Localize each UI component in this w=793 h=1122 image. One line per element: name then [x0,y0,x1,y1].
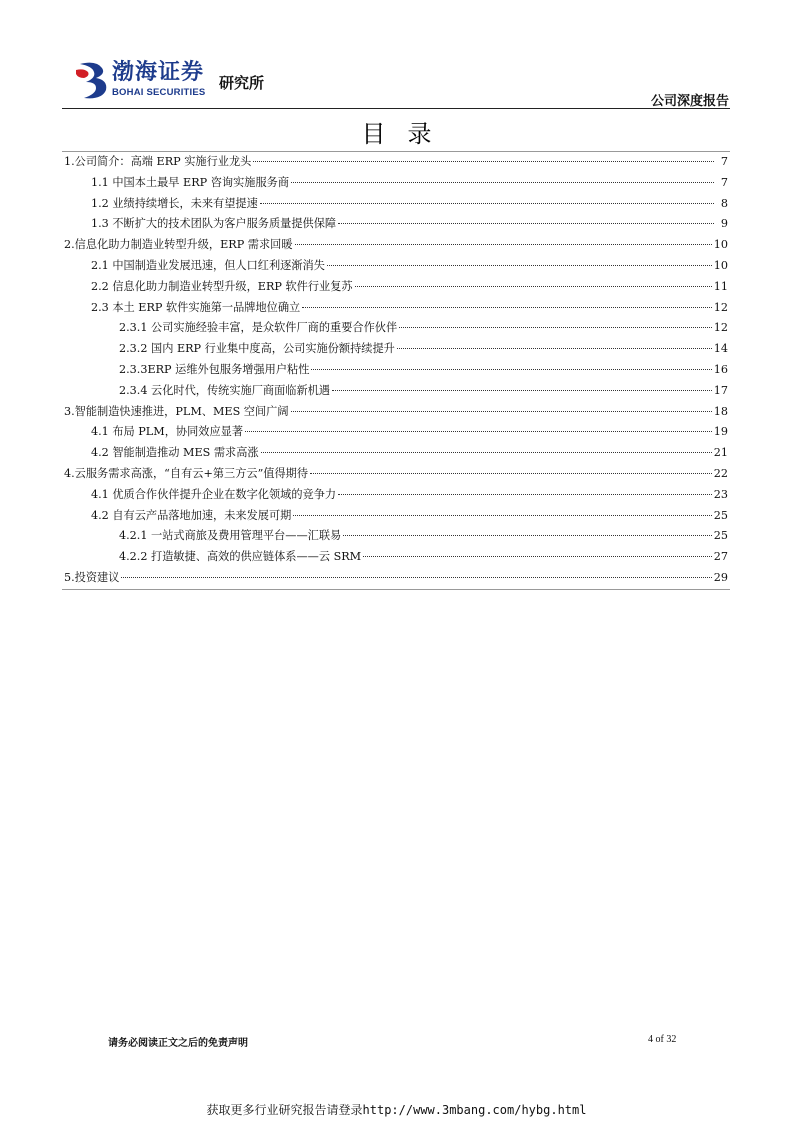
toc-entry-title: 2.信息化助力制造业转型升级，ERP 需求回暖 [64,238,293,252]
toc-entry[interactable] [62,214,730,235]
toc-entry-page: 17 [713,383,728,397]
toc-entry-page: 23 [713,487,728,501]
toc-entry-title: 1.2 业绩持续增长，未来有望提速 [91,196,258,210]
toc-dot-leader [260,203,714,204]
toc-entry-page: 11 [713,279,728,293]
toc-entry[interactable] [62,402,730,423]
toc-entry-page: 7 [720,155,728,168]
toc-entry-page: 25 [713,508,728,522]
bohai-logo-icon [74,60,110,100]
toc-entry-page: 22 [713,466,728,480]
toc-entry-title: 4.1 布局 PLM，协同效应显著 [91,425,244,439]
toc-entry-page: 10 [713,258,728,272]
toc-entry[interactable] [62,235,730,256]
toc-entry[interactable] [62,277,730,298]
toc-dot-leader [355,286,712,287]
toc-dot-leader [338,223,714,224]
toc-entry-title: 2.1 中国制造业发展迅速，但人口红利逐渐消失 [91,258,325,272]
page-title: 目录 [361,120,454,148]
toc-entry[interactable] [62,526,730,547]
toc-entry-page: 7 [720,175,728,189]
toc-dot-leader [295,244,712,245]
toc-entry-title: 4.2 智能制造推动 MES 需求高涨 [91,446,259,460]
toc-entry-page: 14 [713,342,728,356]
toc-entry-page: 29 [713,570,728,584]
institute-name: 研究所 [219,74,265,92]
toc-dot-leader [343,535,712,536]
toc-dot-leader [338,494,712,495]
toc-dot-leader [302,307,712,308]
toc-entry-title: 4.2.2 打造敏捷、高效的供应链体系——云 SRM [119,550,362,564]
toc-entry-title: 4.2 自有云产品落地加速，未来发展可期 [91,508,292,522]
toc-entry-title: 2.3.2 国内 ERP 行业集中度高，公司实施份额持续提升 [119,342,395,356]
toc-entry-title: 1.公司简介：高端 ERP 实施行业龙头 [64,155,252,168]
toc-entry-title: 3.智能制造快速推进，PLM、MES 空间广阔 [64,404,289,418]
table-of-contents [62,151,730,590]
toc-dot-leader [245,431,712,432]
toc-entry[interactable] [62,568,730,589]
toc-dot-leader [310,473,712,474]
toc-dot-leader [121,577,711,578]
toc-entry[interactable] [62,464,730,485]
toc-dot-leader [399,327,712,328]
toc-entry-title: 1.3 不断扩大的技术团队为客户服务质量提供保障 [91,217,337,231]
toc-entry-page: 27 [713,550,728,564]
toc-entry-page: 10 [713,238,728,252]
logo-chinese-name: 渤海证券 [112,59,205,85]
toc-entry-page: 8 [720,196,728,210]
toc-entry-title: 2.3.4 云化时代，传统实施厂商面临新机遇 [119,383,331,397]
toc-dot-leader [291,411,712,412]
toc-entry[interactable] [62,422,730,443]
page-number: 4 of 32 [648,1034,677,1045]
toc-entry[interactable] [62,547,730,568]
toc-entry-page: 19 [713,425,728,439]
toc-entry[interactable] [62,256,730,277]
page-header [0,0,793,110]
source-watermark: 获取更多行业研究报告请登录http://www.3mbang.com/hybg.html [206,1103,587,1117]
toc-entry[interactable] [62,152,730,173]
toc-entry-title: 2.3.1 公司实施经验丰富，是众软件厂商的重要合作伙伴 [119,321,398,335]
toc-dot-leader [332,390,712,391]
toc-dot-leader [253,161,714,162]
toc-entry-title: 4.2.1 一站式商旅及费用管理平台——汇联易 [119,529,342,543]
toc-entry[interactable] [62,485,730,506]
toc-entry-title: 4.云服务需求高涨，“自有云+第三方云”值得期待 [64,466,309,480]
toc-dot-leader [261,452,712,453]
toc-entry-page: 25 [713,529,728,543]
toc-entry-title: 2.3.3ERP 运维外包服务增强用户粘性 [119,362,310,376]
toc-entry-page: 9 [720,217,728,231]
toc-entry[interactable] [62,194,730,215]
toc-entry[interactable] [62,506,730,527]
header-divider [62,108,730,109]
toc-entry-page: 12 [713,321,728,335]
toc-entry-page: 18 [713,404,728,418]
toc-entry[interactable] [62,443,730,464]
toc-dot-leader [311,369,711,370]
toc-entry[interactable] [62,173,730,194]
toc-entry-title: 1.1 中国本土最早 ERP 咨询实施服务商 [91,175,290,189]
toc-dot-leader [397,348,712,349]
toc-entry[interactable] [62,298,730,319]
toc-dot-leader [293,515,711,516]
toc-entry[interactable] [62,339,730,360]
toc-entry-title: 4.1 优质合作伙伴提升企业在数字化领域的竞争力 [91,487,337,501]
toc-dot-leader [327,265,712,266]
toc-entry[interactable] [62,360,730,381]
toc-entry-page: 21 [713,446,728,460]
toc-entry-page: 16 [713,362,728,376]
toc-entry-title: 5.投资建议 [64,570,120,584]
toc-entry-title: 2.2 信息化助力制造业转型升级，ERP 软件行业复苏 [91,279,353,293]
disclaimer-note: 请务必阅读正文之后的免责声明 [108,1038,248,1049]
toc-dot-leader [291,182,714,183]
toc-entry[interactable] [62,381,730,402]
logo-english-name: BOHAI SECURITIES [112,87,206,98]
toc-entry-title: 2.3 本土 ERP 软件实施第一品牌地位确立 [91,300,301,314]
toc-entry[interactable] [62,318,730,339]
toc-entry-page: 12 [713,300,728,314]
toc-dot-leader [363,556,712,557]
report-type-label: 公司深度报告 [650,94,729,109]
